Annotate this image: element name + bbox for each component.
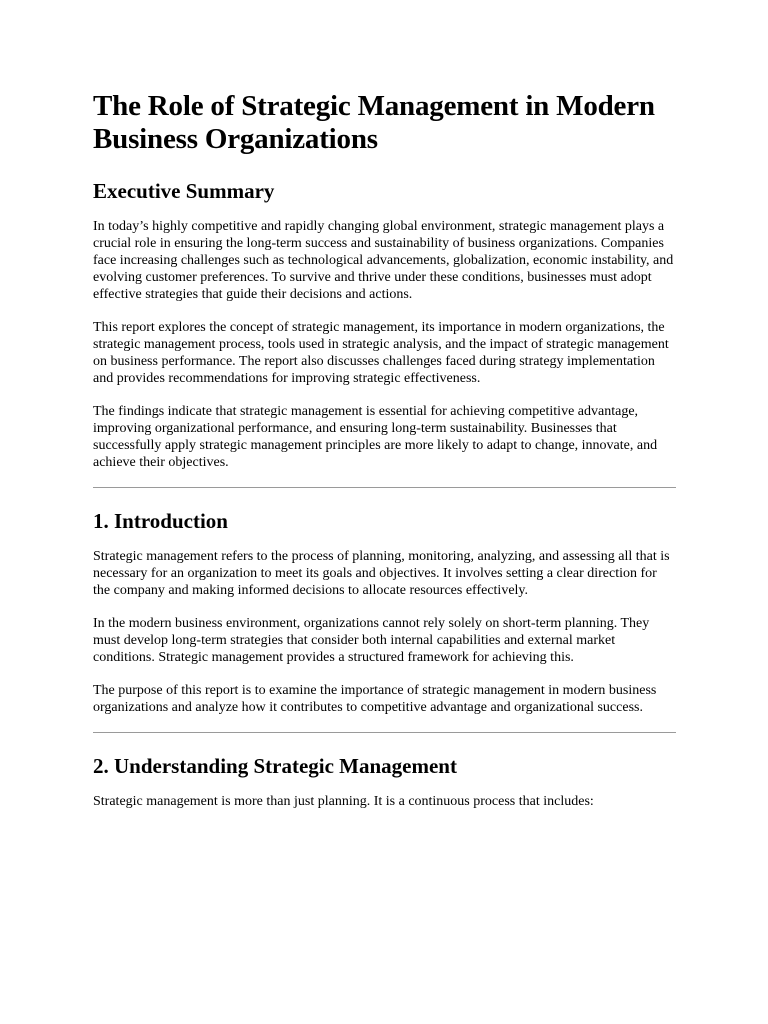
- paragraph: In today’s highly competitive and rapidly changing global environment, strategic management plays a crucial role in ensuring the long-term success and sustainability of business organizations. Companies face increasing challenges such as technological advancements, globalization, economic instability, and evolving customer preferences. To survive and thrive under these conditions, businesses must adopt effective strategies that guide their decisions and actions.: [93, 219, 674, 302]
- section-divider: [93, 487, 676, 488]
- paragraph: The purpose of this report is to examine the importance of strategic management in modern business organizations and analyze how it contributes to competitive advantage and organizational success.: [93, 683, 657, 715]
- section-heading: Executive Summary: [93, 179, 275, 203]
- section-introduction: [93, 508, 676, 716]
- section-divider: [93, 732, 676, 733]
- paragraph: Strategic management refers to the process of planning, monitoring, analyzing, and assessing all that is necessary for an organization to meet its goals and objectives. It involves setting a clear direction for the company and making informed decisions to allocate resources effectively.: [93, 549, 670, 598]
- document-title: The Role of Strategic Management in Modern Business Organizations: [93, 90, 655, 155]
- section-understanding-strategic-management: [93, 753, 676, 810]
- paragraph: Strategic management is more than just planning. It is a continuous process that includes:: [93, 794, 594, 809]
- paragraph: The findings indicate that strategic management is essential for achieving competitive advantage, improving organizational performance, and ensuring long-term sustainability. Businesses that successfully apply strategic management principles are more likely to adapt to change, innovate, and achieve their objectives.: [93, 404, 658, 470]
- section-heading: 2. Understanding Strategic Management: [93, 754, 457, 778]
- paragraph: This report explores the concept of strategic management, its importance in modern organizations, the strategic management process, tools used in strategic analysis, and the impact of strategic management on business performance. The report also discusses challenges faced during strategy implementation and provides recommendations for improving strategic effectiveness.: [93, 320, 669, 386]
- document-page: [93, 90, 676, 826]
- paragraph: In the modern business environment, organizations cannot rely solely on short-term planning. They must develop long-term strategies that consider both internal capabilities and external market conditions. Strategic management provides a structured framework for achieving this.: [93, 616, 650, 665]
- section-heading: 1. Introduction: [93, 509, 228, 533]
- section-executive-summary: [93, 178, 676, 471]
